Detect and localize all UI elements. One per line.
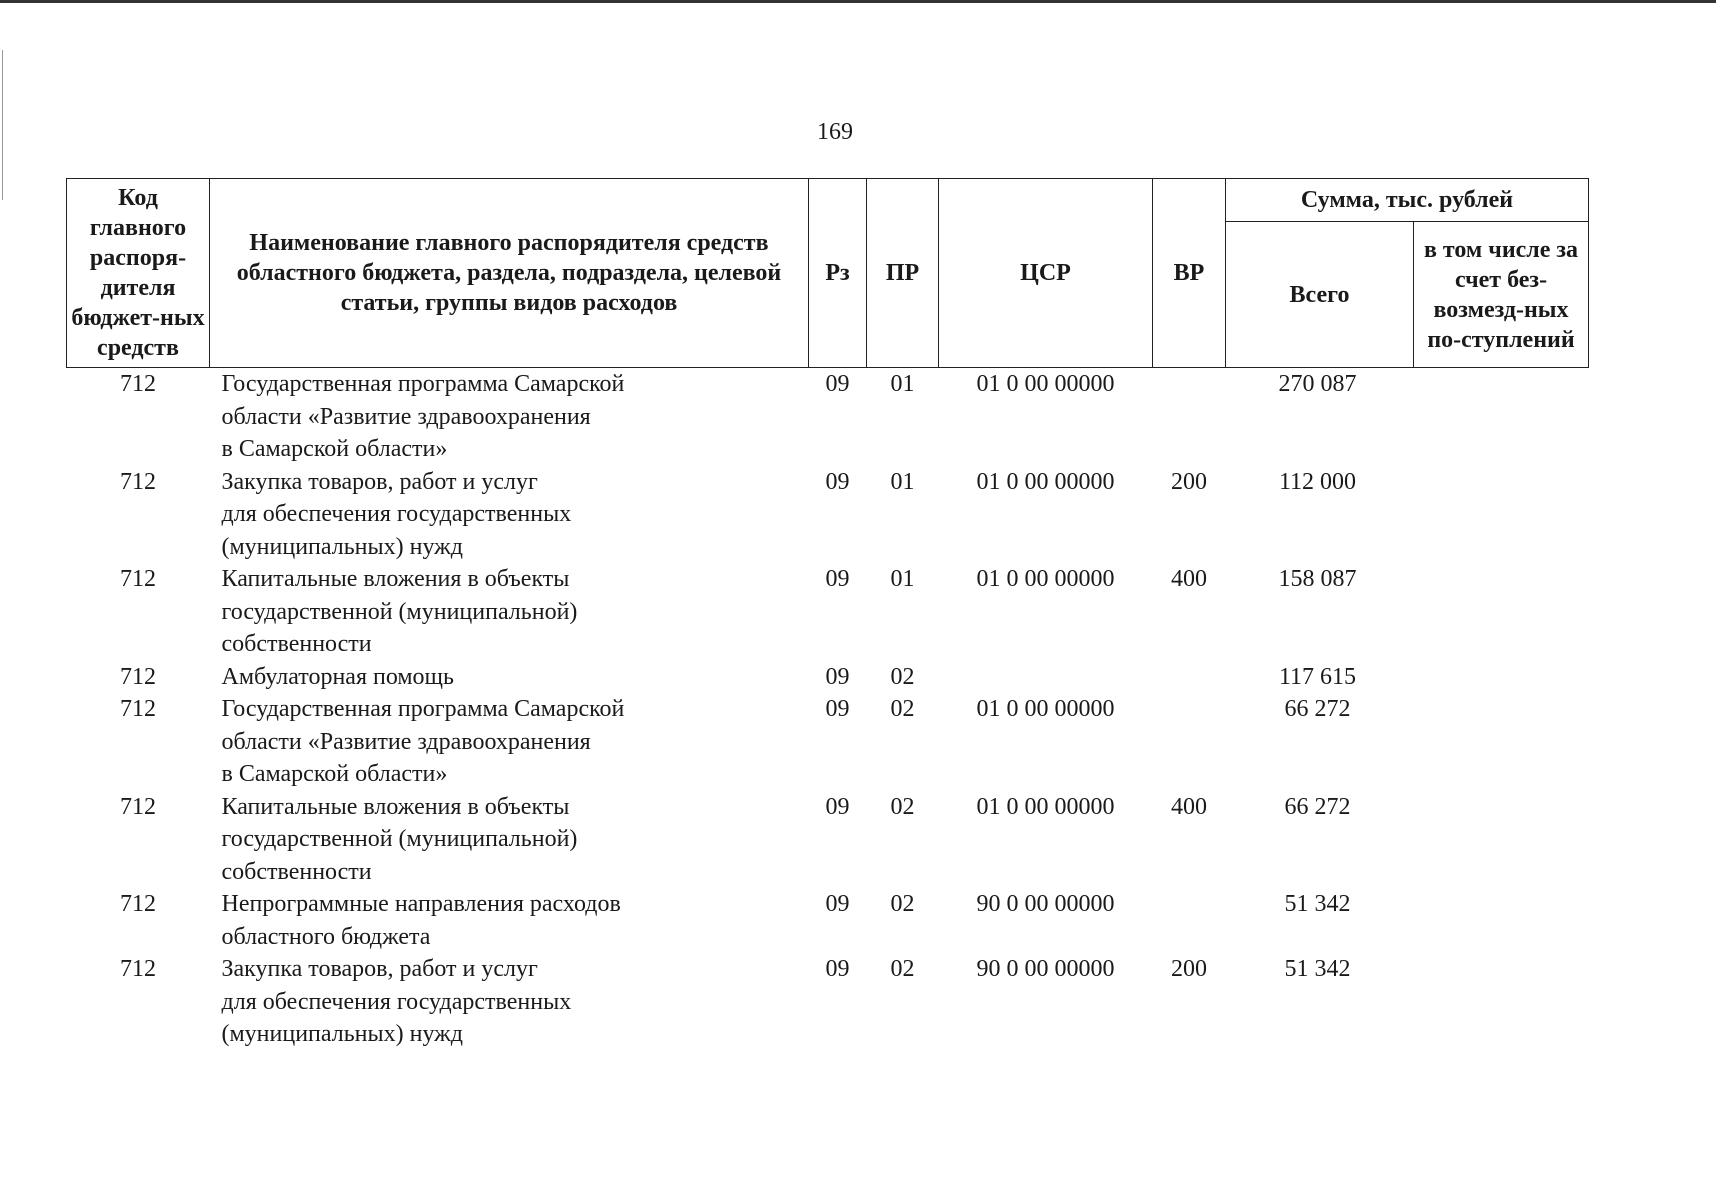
cell-name: Непрограммные направления расходов областного бюджета bbox=[221, 891, 621, 950]
cell-rz: 09 bbox=[825, 566, 850, 592]
cell-name: Государственная программа Самарской области «Развитие здравоохранения в Самарской области» bbox=[221, 371, 625, 462]
cell-free-receipts bbox=[1414, 693, 1589, 791]
table-row bbox=[67, 368, 1589, 466]
header-total: Всего bbox=[1226, 222, 1414, 368]
cell-code: 712 bbox=[120, 566, 156, 592]
cell-code: 712 bbox=[120, 793, 156, 820]
cell-rz: 09 bbox=[825, 663, 850, 690]
cell-pr: 01 bbox=[890, 371, 915, 397]
cell-total: 270 087 bbox=[1278, 371, 1357, 397]
page-number: 169 bbox=[817, 119, 853, 145]
cell-csr: 90 0 00 00000 bbox=[976, 956, 1115, 982]
cell-vr: 400 bbox=[1171, 793, 1207, 820]
cell-total: 51 342 bbox=[1284, 956, 1351, 982]
cell-pr: 02 bbox=[890, 793, 915, 820]
cell-free-receipts bbox=[1414, 563, 1589, 661]
budget-table bbox=[66, 178, 1589, 1051]
cell-csr: 01 0 00 00000 bbox=[976, 468, 1115, 495]
cell-pr: 01 bbox=[890, 468, 915, 495]
table-row bbox=[67, 888, 1589, 953]
table-row bbox=[67, 466, 1589, 564]
cell-name: Закупка товаров, работ и услуг для обеспечения государственных (муниципальных) нужд bbox=[221, 956, 572, 1047]
header-sum: Сумма, тыс. рублей bbox=[1226, 179, 1589, 222]
cell-rz: 09 bbox=[825, 793, 850, 820]
header-name: Наименование главного распорядителя средств областного бюджета, раздела, подраздела, целевой статьи, группы видов расходов bbox=[210, 179, 809, 368]
cell-rz: 09 bbox=[825, 891, 850, 917]
table-header bbox=[67, 179, 1589, 368]
cell-vr: 200 bbox=[1171, 956, 1207, 982]
cell-rz: 09 bbox=[825, 371, 850, 397]
cell-code: 712 bbox=[120, 468, 156, 495]
cell-rz: 09 bbox=[825, 696, 850, 722]
cell-vr bbox=[1153, 661, 1226, 694]
cell-free-receipts bbox=[1414, 791, 1589, 889]
cell-csr: 01 0 00 00000 bbox=[976, 793, 1115, 820]
cell-csr: 01 0 00 00000 bbox=[976, 371, 1115, 397]
cell-free-receipts bbox=[1414, 368, 1589, 466]
cell-pr: 02 bbox=[890, 696, 915, 722]
cell-free-receipts bbox=[1414, 661, 1589, 694]
cell-total: 112 000 bbox=[1278, 468, 1357, 495]
cell-csr: 01 0 00 00000 bbox=[976, 566, 1115, 592]
table-row bbox=[67, 693, 1589, 791]
header-free-receipts: в том числе за счет без-возмезд-ных по-ступлений bbox=[1414, 222, 1589, 368]
header-rz: Рз bbox=[809, 179, 867, 368]
cell-name: Государственная программа Самарской области «Развитие здравоохранения в Самарской области» bbox=[221, 696, 625, 787]
cell-pr: 02 bbox=[890, 663, 915, 690]
cell-code: 712 bbox=[120, 891, 156, 917]
cell-total: 66 272 bbox=[1284, 696, 1351, 722]
table-body bbox=[67, 368, 1589, 1051]
cell-free-receipts bbox=[1414, 466, 1589, 564]
header-code: Код главного распоря-дителя бюджет-ных средств bbox=[67, 179, 210, 368]
cell-vr bbox=[1153, 693, 1226, 791]
cell-free-receipts bbox=[1414, 888, 1589, 953]
header-vr: ВР bbox=[1153, 179, 1226, 368]
cell-csr: 90 0 00 00000 bbox=[976, 891, 1115, 917]
cell-vr bbox=[1153, 368, 1226, 466]
cell-name: Закупка товаров, работ и услуг для обеспечения государственных (муниципальных) нужд bbox=[221, 468, 572, 560]
table-row bbox=[67, 791, 1589, 889]
header-row-1 bbox=[67, 179, 1589, 222]
cell-total: 66 272 bbox=[1284, 793, 1351, 820]
cell-name: Амбулаторная помощь bbox=[221, 663, 454, 690]
cell-csr bbox=[939, 661, 1153, 694]
header-pr: ПР bbox=[867, 179, 939, 368]
cell-pr: 02 bbox=[890, 891, 915, 917]
table-row bbox=[67, 661, 1589, 694]
cell-code: 712 bbox=[120, 371, 156, 397]
cell-total: 51 342 bbox=[1284, 891, 1351, 917]
cell-free-receipts bbox=[1414, 953, 1589, 1051]
cell-csr: 01 0 00 00000 bbox=[976, 696, 1115, 722]
top-scan-rule bbox=[0, 0, 1716, 3]
table-row bbox=[67, 563, 1589, 661]
cell-name: Капитальные вложения в объекты государственной (муниципальной) собственности bbox=[221, 793, 578, 885]
cell-pr: 01 bbox=[890, 566, 915, 592]
cell-total: 158 087 bbox=[1278, 566, 1357, 592]
cell-vr: 200 bbox=[1171, 468, 1207, 495]
cell-name: Капитальные вложения в объекты государственной (муниципальной) собственности bbox=[221, 566, 578, 657]
cell-code: 712 bbox=[120, 696, 156, 722]
cell-code: 712 bbox=[120, 956, 156, 982]
cell-rz: 09 bbox=[825, 956, 850, 982]
header-csr: ЦСР bbox=[939, 179, 1153, 368]
cell-pr: 02 bbox=[890, 956, 915, 982]
cell-code: 712 bbox=[120, 663, 156, 690]
cell-total: 117 615 bbox=[1278, 663, 1357, 690]
cell-rz: 09 bbox=[825, 468, 850, 495]
table-row bbox=[67, 953, 1589, 1051]
cell-vr bbox=[1153, 888, 1226, 953]
budget-table-container bbox=[66, 178, 1588, 1051]
cell-vr: 400 bbox=[1171, 566, 1207, 592]
